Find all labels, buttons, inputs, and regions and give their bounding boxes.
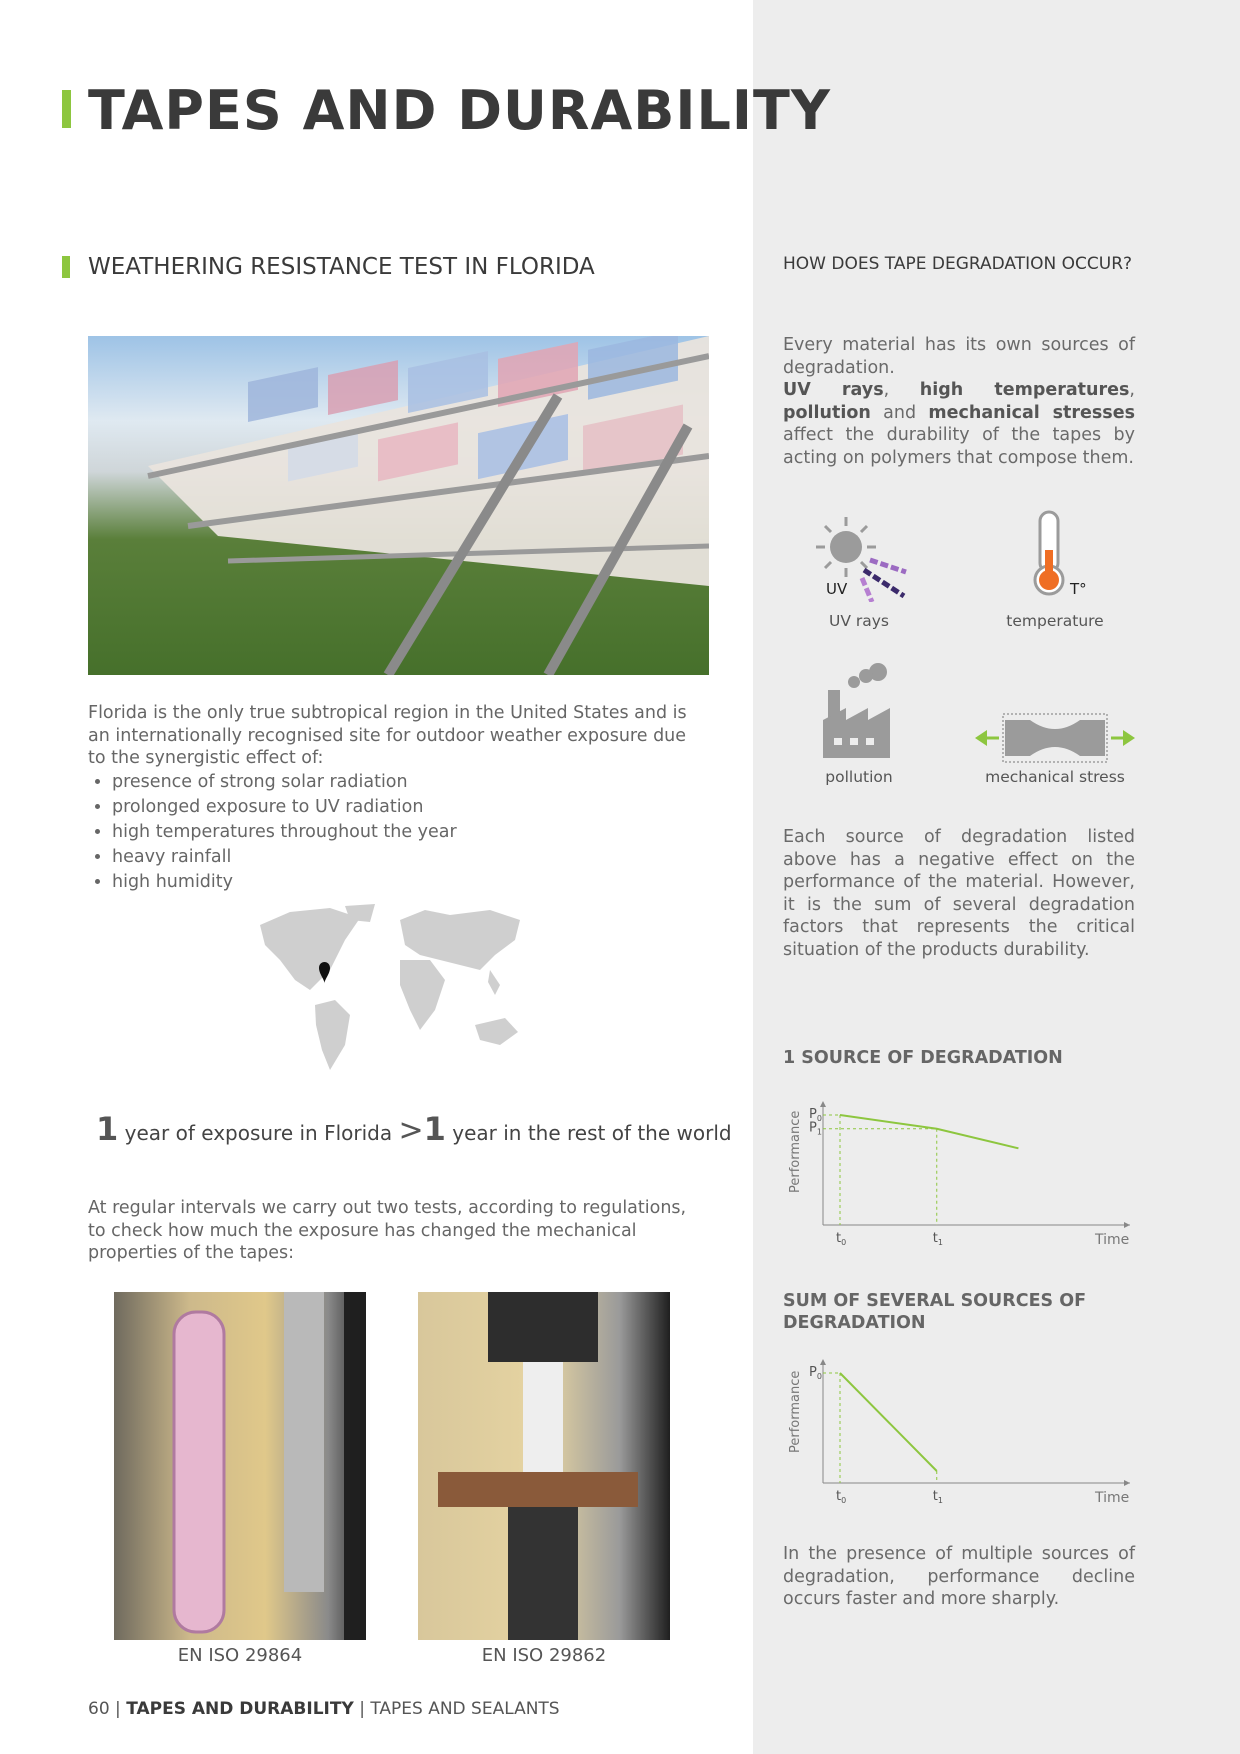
world-map-illustration <box>250 900 560 1085</box>
x-tick-label: $t_1$ <box>932 1231 943 1247</box>
x-tick-label: $t_0$ <box>836 1489 847 1505</box>
x-tick-label: $t_1$ <box>932 1489 943 1505</box>
peel-test-photo-29862 <box>418 1292 670 1640</box>
keyword-uv: UV rays <box>783 380 884 400</box>
exposure-comparison <box>96 1110 736 1148</box>
degradation-sum-paragraph: Each source of degradation listed above has a negative effect on the performance of the material. However, it is the sum of several degradation factors that represents the critical situation of the products durability. <box>783 827 1135 960</box>
list-item: • high humidity <box>112 870 712 895</box>
footer-separator: | <box>115 1699 121 1719</box>
world-map <box>250 900 560 1085</box>
y-tick-label: $P_0$ <box>809 1365 822 1381</box>
page-number: 60 <box>88 1699 110 1719</box>
florida-test-field-photo <box>88 336 709 675</box>
x-axis-label: Time <box>1095 1490 1130 1506</box>
peel-test-photo-29864 <box>114 1292 366 1640</box>
florida-intro-paragraph: Florida is the only true subtropical region in the United States and is an internationally recognised site for outdoor weather exposure due to the synergistic effect of: <box>88 703 687 768</box>
mechanical-stress-label: mechanical stress <box>985 768 1125 786</box>
mechanical-stress-icon <box>975 708 1135 768</box>
conclusion-paragraph: In the presence of multiple sources of degradation, performance decline occurs faster and more sharply. <box>783 1544 1135 1609</box>
y-tick-label: $P_0$ <box>809 1107 822 1123</box>
tests-intro-paragraph: At regular intervals we carry out two tests, according to regulations, to check how much the exposure has changed the mechanical properties of the tapes: <box>88 1198 687 1263</box>
section-title: WEATHERING RESISTANCE TEST IN FLORIDA <box>88 254 595 280</box>
multiple-source-degradation-chart <box>785 1353 1135 1513</box>
pollution-label: pollution <box>825 768 893 786</box>
series-line <box>840 1115 1018 1148</box>
caption-29862: EN ISO 29862 <box>481 1645 607 1666</box>
test-panels-illustration <box>88 336 709 675</box>
single-source-degradation-chart <box>785 1095 1135 1255</box>
x-axis-label: Time <box>1095 1232 1130 1248</box>
x-tick-label: $t_0$ <box>836 1231 847 1247</box>
location-pin-icon <box>319 962 330 984</box>
footer-section: TAPES AND DURABILITY <box>126 1699 354 1719</box>
title-accent-bar <box>62 90 71 128</box>
florida-factors-list <box>88 770 712 895</box>
list-item: • heavy rainfall <box>112 845 712 870</box>
stat-text-1: year of exposure in Florida <box>124 1121 393 1145</box>
list-item: • presence of strong solar radiation <box>112 770 712 795</box>
thermometer-icon <box>1030 510 1070 600</box>
uv-sun-icon <box>808 512 918 602</box>
uv-rays-label: UV rays <box>829 612 889 630</box>
temperature-label: temperature <box>1006 612 1104 630</box>
para-text: affect the durability of the tapes by acting on polymers that compose them. <box>783 425 1135 468</box>
uv-tag: UV <box>826 580 848 598</box>
greater-than-symbol: > <box>398 1113 424 1148</box>
chart2-title: SUM OF SEVERAL SOURCES OF DEGRADATION <box>783 1291 1087 1333</box>
section-accent-bar <box>62 256 70 278</box>
footer-separator: | <box>359 1699 365 1719</box>
list-item: • high temperatures throughout the year <box>112 820 712 845</box>
series-line <box>840 1373 937 1471</box>
stat-number-1: 1 <box>96 1110 119 1148</box>
degradation-question-heading: HOW DOES TAPE DEGRADATION OCCUR? <box>783 254 1133 274</box>
footer <box>88 1699 560 1719</box>
keyword-pollution: pollution <box>783 402 871 423</box>
degradation-intro-paragraph: Every material has its own sources of degradation. UV rays, high temperatures, pollution and mechanical stresses affect the durability of the tapes by acting on polymers that compose them. <box>783 335 1135 468</box>
keyword-temperature: high temperatures <box>919 380 1130 400</box>
keyword-mechanical: mechanical stresses <box>928 402 1135 423</box>
y-axis-label: Performance <box>788 1370 803 1453</box>
caption-29864: EN ISO 29864 <box>177 1645 303 1666</box>
footer-category: TAPES AND SEALANTS <box>370 1699 560 1719</box>
para-text: and <box>883 402 917 423</box>
list-item: • prolonged exposure to UV radiation <box>112 795 712 820</box>
chart1-title: 1 SOURCE OF DEGRADATION <box>783 1048 1063 1068</box>
y-axis-label: Performance <box>788 1110 803 1193</box>
stat-number-2: 1 <box>423 1110 446 1148</box>
y-tick-label: $P_1$ <box>809 1120 822 1137</box>
temperature-tag: T° <box>1070 580 1087 598</box>
para-text: Every material has its own sources of degradation. <box>783 335 1135 378</box>
stat-text-2: year in the rest of the world <box>452 1121 732 1145</box>
page-title: TAPES AND DURABILITY <box>88 79 831 142</box>
factory-pollution-icon <box>818 660 898 760</box>
